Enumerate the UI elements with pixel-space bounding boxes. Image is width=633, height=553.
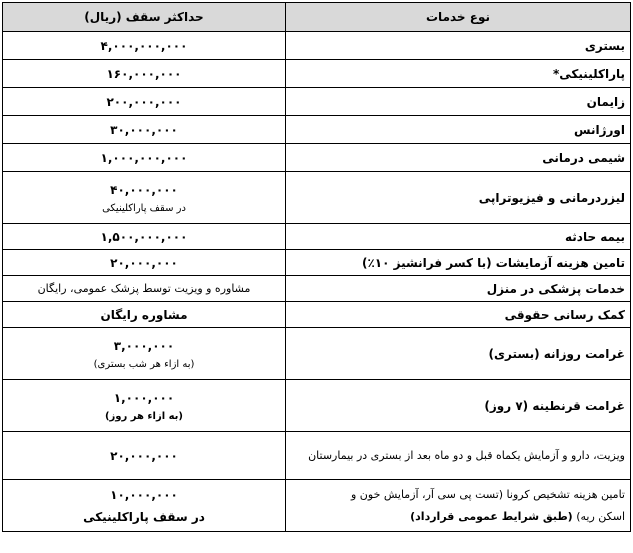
table-row — [3, 276, 631, 302]
amount-cell: مشاوره و ویزیت توسط پزشک عمومی، رایگان — [3, 276, 286, 302]
table-row — [3, 60, 631, 88]
service-line — [291, 506, 625, 528]
amount-note: (به ازاء هر روز) — [104, 410, 183, 422]
table-row — [3, 224, 631, 250]
amount-cell — [3, 380, 286, 432]
table-row — [3, 116, 631, 144]
table-row — [3, 32, 631, 60]
table-row — [3, 250, 631, 276]
amount-note: در سقف پاراکلینیکی — [102, 202, 186, 214]
table-header-row — [3, 3, 631, 32]
service-line-emphasis: (طبق شرایط عمومی قرارداد) — [410, 509, 573, 523]
amount-cell: ۲۰,۰۰۰,۰۰۰ — [3, 250, 286, 276]
table-row — [3, 144, 631, 172]
max-ceiling-header: حداکثر سقف (ریال) — [3, 3, 286, 32]
amount-value: ۱۰,۰۰۰,۰۰۰ — [110, 487, 178, 502]
amount-cell: ۱,۰۰۰,۰۰۰,۰۰۰ — [3, 144, 286, 172]
table-row — [3, 328, 631, 380]
table-row — [3, 380, 631, 432]
amount-cell: ۲۰۰,۰۰۰,۰۰۰ — [3, 88, 286, 116]
service-cell: خدمات پزشکی در منزل — [286, 276, 631, 302]
service-cell: بیمه حادثه — [286, 224, 631, 250]
amount-value: ۱,۰۰۰,۰۰۰ — [113, 390, 175, 405]
table-row — [3, 480, 631, 532]
service-cell: کمک رسانی حقوقی — [286, 302, 631, 328]
amount-cell — [3, 328, 286, 380]
amount-cell: ۱,۵۰۰,۰۰۰,۰۰۰ — [3, 224, 286, 250]
amount-cell — [3, 172, 286, 224]
amount-cell: ۱۶۰,۰۰۰,۰۰۰ — [3, 60, 286, 88]
coverage-table — [2, 2, 631, 532]
amount-value: ۳,۰۰۰,۰۰۰ — [113, 338, 175, 353]
service-cell: بستری — [286, 32, 631, 60]
table-row — [3, 172, 631, 224]
service-cell: شیمی درمانی — [286, 144, 631, 172]
service-cell: غرامت روزانه (بستری) — [286, 328, 631, 380]
table-row — [3, 432, 631, 480]
service-line-text: اسکن ریه) — [576, 509, 625, 523]
service-cell — [286, 480, 631, 532]
service-cell: پاراکلینیکی* — [286, 60, 631, 88]
amount-note: در سقف پاراکلینیکی — [83, 509, 205, 524]
table-row — [3, 88, 631, 116]
service-cell: لیزردرمانی و فیزیوتراپی — [286, 172, 631, 224]
service-cell: اورژانس — [286, 116, 631, 144]
service-cell: غرامت قرنطینه (۷ روز) — [286, 380, 631, 432]
service-cell: ویزیت، دارو و آزمایش یکماه قبل و دو ماه بعد از بستری در بیمارستان — [286, 432, 631, 480]
service-cell: زایمان — [286, 88, 631, 116]
amount-note: (به ازاء هر شب بستری) — [93, 358, 195, 370]
amount-cell — [3, 480, 286, 532]
amount-value: ۴۰,۰۰۰,۰۰۰ — [110, 182, 178, 197]
amount-cell: ۲۰,۰۰۰,۰۰۰ — [3, 432, 286, 480]
amount-cell: مشاوره رایگان — [3, 302, 286, 328]
service-type-header: نوع خدمات — [286, 3, 631, 32]
amount-cell: ۴,۰۰۰,۰۰۰,۰۰۰ — [3, 32, 286, 60]
amount-cell: ۳۰,۰۰۰,۰۰۰ — [3, 116, 286, 144]
service-cell: تامین هزینه آزمایشات (با کسر فرانشیز ۱۰٪) — [286, 250, 631, 276]
service-line: تامین هزینه تشخیص کرونا (تست پی سی آر، آزمایش خون و — [351, 487, 625, 501]
table-row — [3, 302, 631, 328]
